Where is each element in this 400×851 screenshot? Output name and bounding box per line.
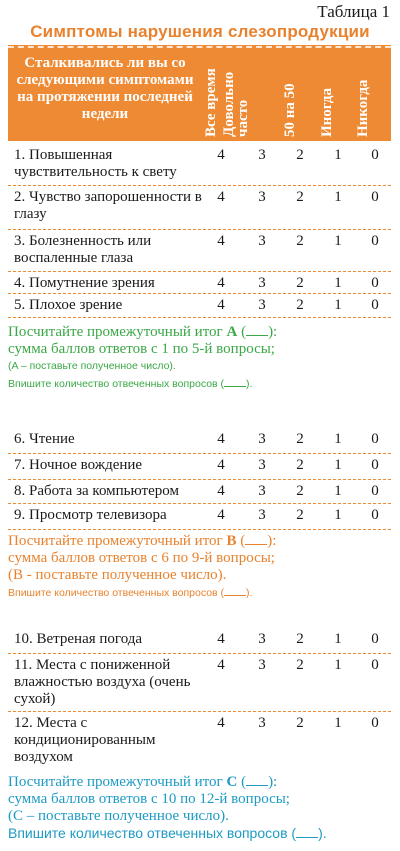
score-cell[interactable]: 1 [334,431,342,447]
score-cell[interactable]: 1 [334,507,342,523]
score-cell[interactable]: 2 [296,147,304,163]
score-cell[interactable]: 1 [334,657,342,673]
score-cell[interactable]: 0 [371,189,379,205]
score-cell[interactable]: 3 [258,715,266,731]
score-cell[interactable]: 1 [334,233,342,249]
column-header-half: 50 на 50 [282,83,298,137]
question-row [8,293,391,318]
question-row [8,653,391,712]
score-cell[interactable]: 2 [296,631,304,647]
score-cell[interactable]: 0 [371,483,379,499]
score-cell[interactable]: 3 [258,233,266,249]
question-text: 1. Повышенная чувствительность к свету [14,147,177,180]
question-row [8,503,391,530]
score-cell[interactable]: 0 [371,715,379,731]
question-text: 6. Чтение [14,431,75,447]
question-text: 8. Работа за компьютером [14,483,179,499]
column-header-never: Никогда [355,79,371,137]
question-text: 10. Ветреная погода [14,631,143,647]
score-cell[interactable]: 1 [334,147,342,163]
score-cell[interactable]: 3 [258,483,266,499]
score-cell[interactable]: 0 [371,507,379,523]
score-cell[interactable]: 3 [258,147,266,163]
subtotal-b-note: Посчитайте промежуточный итог B ( ): сумма баллов ответов с 6 по 9-й вопросы; (B - поставьте полученное число). Впишите количество отвеченных вопросов ( ). [8,533,277,599]
question-text: 4. Помутнение зрения [14,275,155,291]
question-text: 5. Плохое зрение [14,297,123,313]
score-cell[interactable]: 1 [334,483,342,499]
score-cell[interactable]: 2 [296,233,304,249]
score-cell[interactable]: 2 [296,189,304,205]
score-cell[interactable]: 4 [217,483,225,499]
score-cell[interactable]: 2 [296,275,304,291]
score-cell[interactable]: 4 [217,631,225,647]
score-cell[interactable]: 3 [258,275,266,291]
score-cell[interactable]: 4 [217,233,225,249]
score-cell[interactable]: 4 [217,715,225,731]
question-row [8,271,391,294]
question-row [8,427,391,454]
score-cell[interactable]: 2 [296,507,304,523]
score-cell[interactable]: 2 [296,657,304,673]
score-cell[interactable]: 4 [217,297,225,313]
score-cell[interactable]: 2 [296,483,304,499]
score-cell[interactable]: 1 [334,457,342,473]
question-row [8,143,391,186]
question-row [8,229,391,272]
question-row [8,711,391,767]
score-cell[interactable]: 1 [334,275,342,291]
column-header-sometimes: Иногда [319,88,335,137]
question-text: 3. Болезненность или воспаленные глаза [14,233,152,266]
score-cell[interactable]: 0 [371,233,379,249]
score-cell[interactable]: 4 [217,431,225,447]
score-cell[interactable]: 1 [334,189,342,205]
score-cell[interactable]: 3 [258,507,266,523]
table-number: Таблица 1 [317,2,390,21]
score-cell[interactable]: 0 [371,297,379,313]
score-cell[interactable]: 3 [258,189,266,205]
question-text: 7. Ночное вождение [14,457,143,473]
score-cell[interactable]: 4 [217,507,225,523]
score-cell[interactable]: 3 [258,631,266,647]
question-text: 12. Места с кондиционированным воздухом [14,715,156,765]
score-cell[interactable]: 0 [371,275,379,291]
score-cell[interactable]: 0 [371,631,379,647]
score-cell[interactable]: 2 [296,431,304,447]
subtotal-c-note: Посчитайте промежуточный итог C ( ): сумма баллов ответов с 10 по 12-й вопросы; (C – поставьте полученное число). Впишите количество отвеченных вопросов ( ). [8,774,327,841]
score-cell[interactable]: 0 [371,657,379,673]
score-cell[interactable]: 1 [334,715,342,731]
score-cell[interactable]: 4 [217,189,225,205]
subtotal-a-note: Посчитайте промежуточный итог A ( ): сумма баллов ответов с 1 по 5-й вопросы; (A – поставьте полученное число). Впишите количество отвеченных вопросов ( ). [8,324,278,390]
score-cell[interactable]: 3 [258,457,266,473]
question-row [8,627,391,654]
question-column-header: Сталкивались ли вы со следующими симптомами на протяжении последней недели [16,55,194,122]
score-cell[interactable]: 2 [296,457,304,473]
score-cell[interactable]: 4 [217,657,225,673]
score-cell[interactable]: 0 [371,457,379,473]
question-text: 2. Чувство запорошенности в глазу [14,189,202,222]
column-header-always: Все время [203,68,219,137]
table-title: Симптомы нарушения слезопродукции [30,22,370,41]
score-cell[interactable]: 3 [258,297,266,313]
score-cell[interactable]: 1 [334,631,342,647]
column-header-often: Довольно часто [221,71,251,137]
question-text: 9. Просмотр телевизора [14,507,167,523]
header-divider [8,46,391,48]
score-cell[interactable]: 3 [258,657,266,673]
question-row [8,479,391,504]
question-text: 11. Места с пониженной влажностью воздуха (очень сухой) [14,657,191,707]
score-cell[interactable]: 4 [217,275,225,291]
score-cell[interactable]: 4 [217,147,225,163]
score-cell[interactable]: 4 [217,457,225,473]
question-row [8,185,391,230]
score-cell[interactable]: 2 [296,715,304,731]
score-cell[interactable]: 0 [371,431,379,447]
score-cell[interactable]: 0 [371,147,379,163]
table-header [8,45,391,141]
score-cell[interactable]: 1 [334,297,342,313]
score-cell[interactable]: 3 [258,431,266,447]
question-row [8,453,391,480]
score-cell[interactable]: 2 [296,297,304,313]
